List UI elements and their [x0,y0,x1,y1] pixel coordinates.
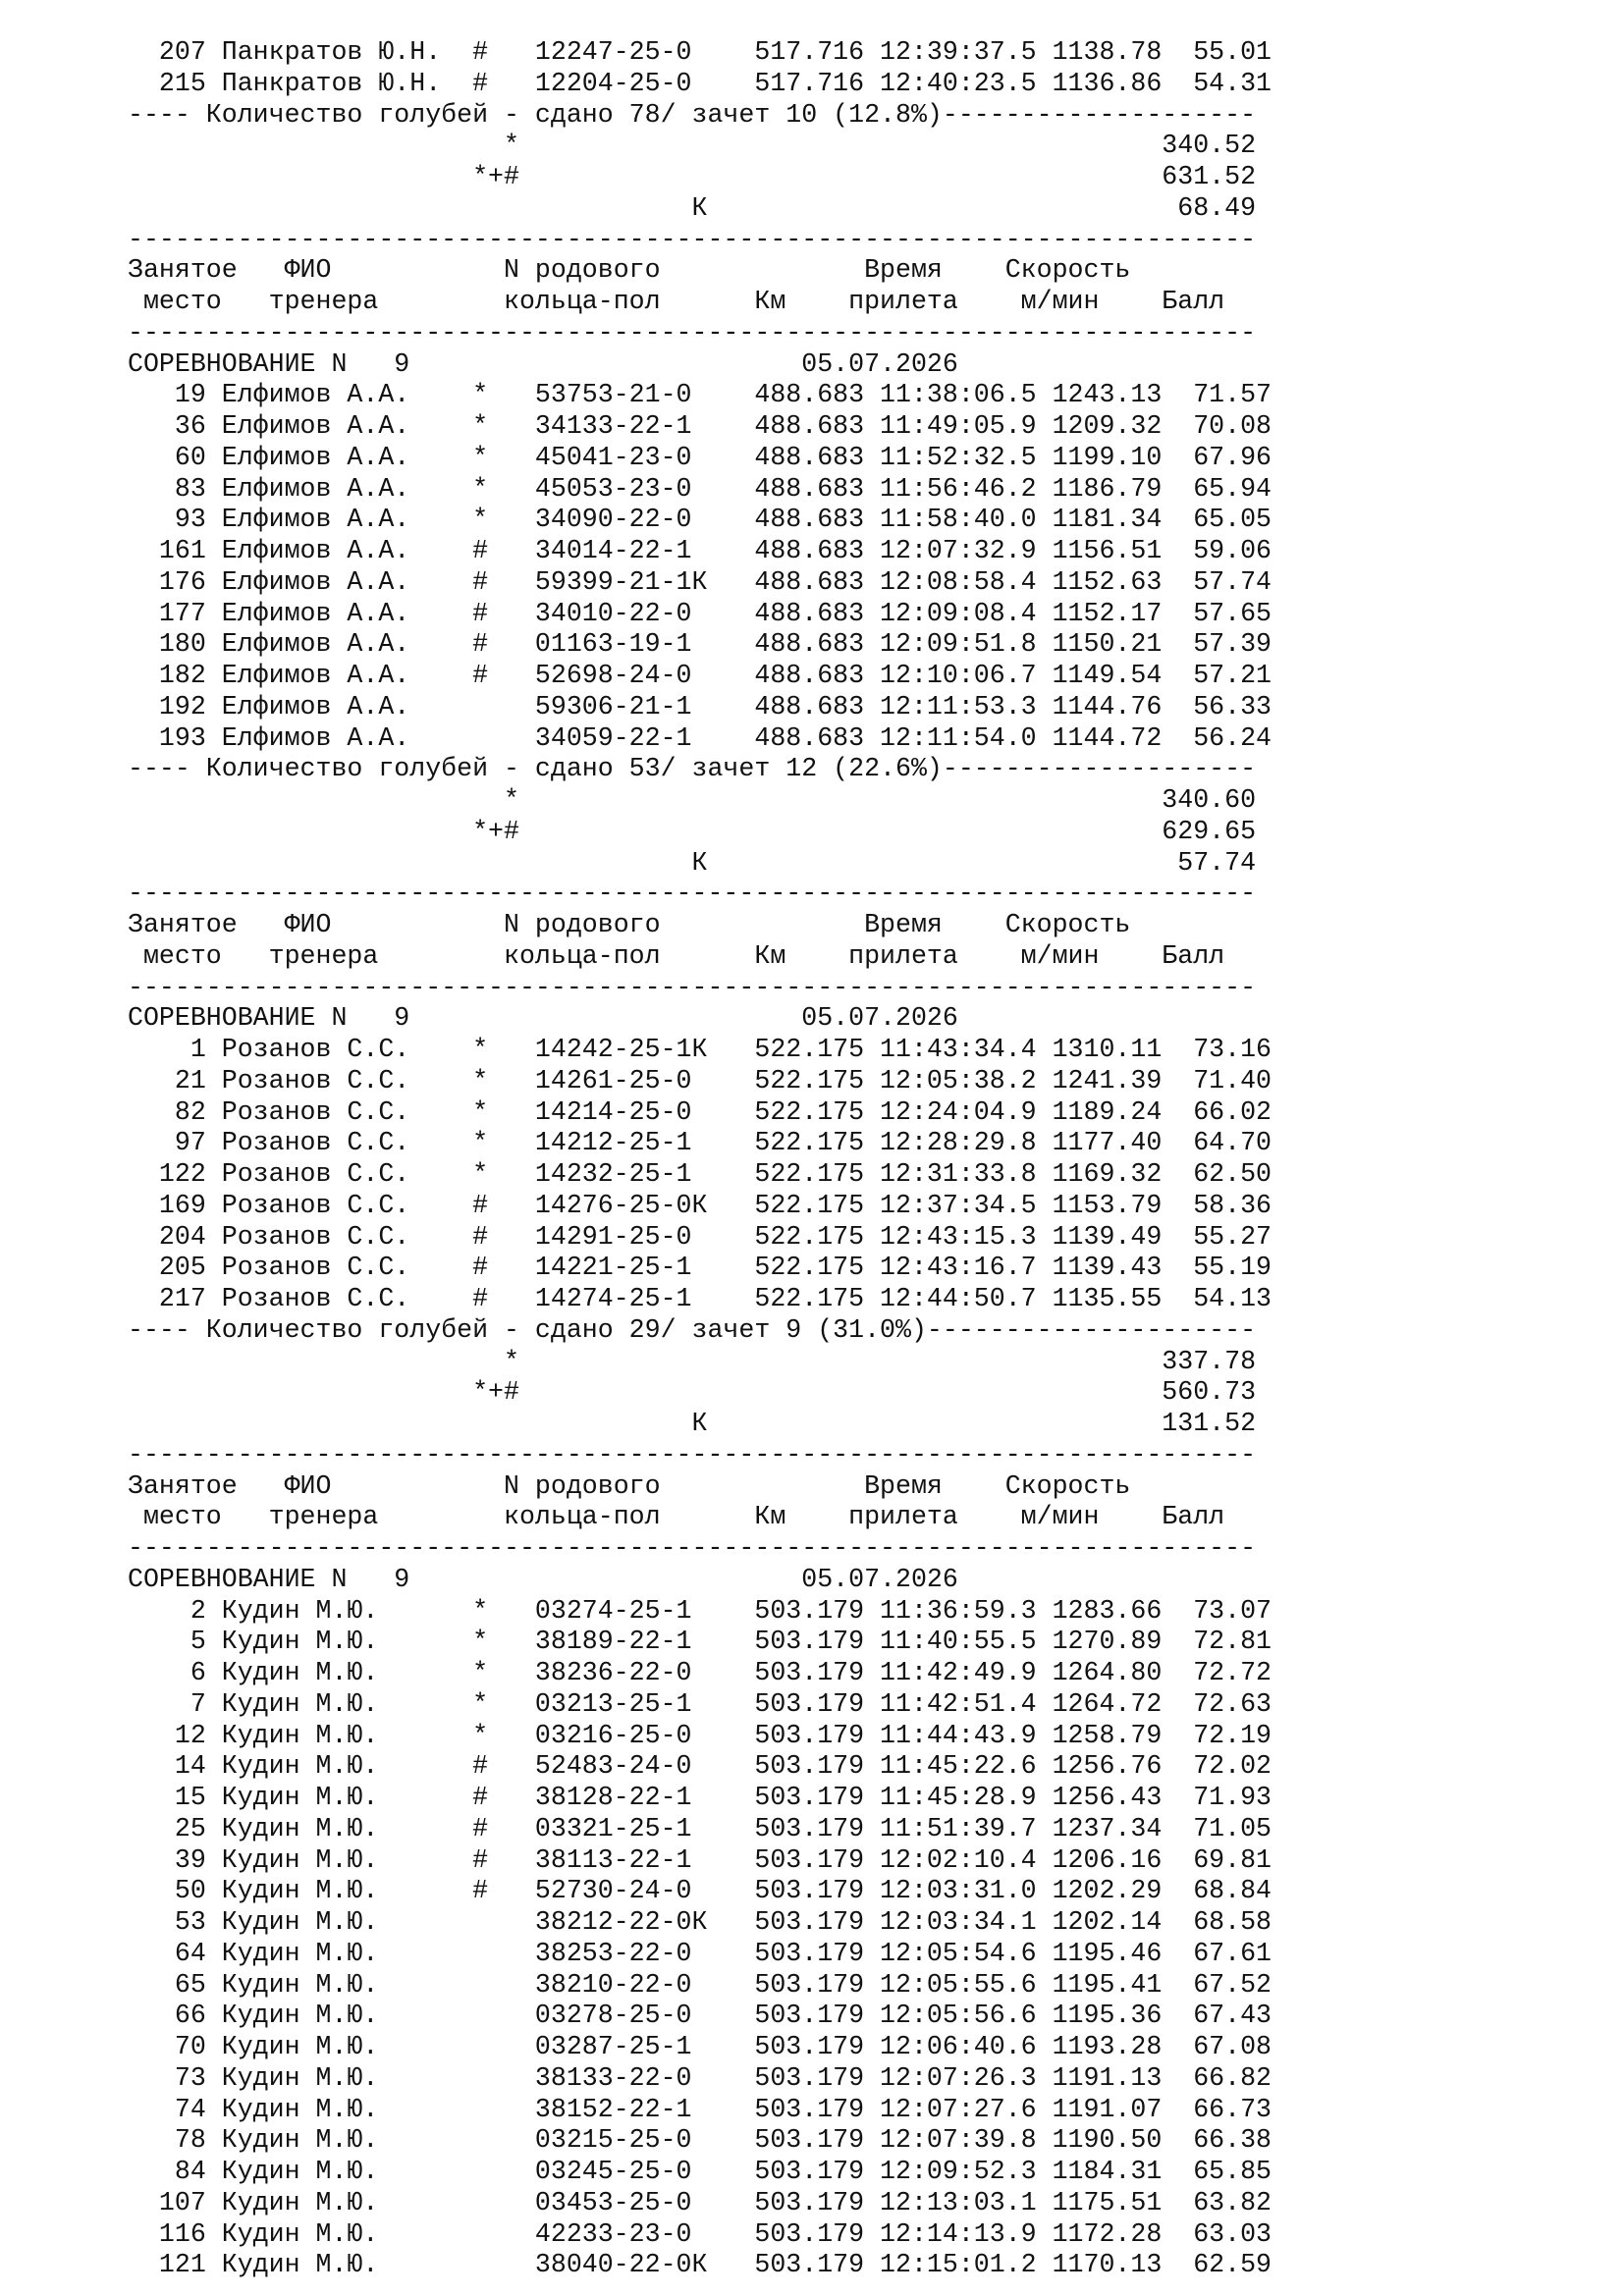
result-row: 83 Елфимов А.А. * 45053-23-0 488.683 11:56:46.2 1186.79 65.94 [128,473,1272,504]
result-row: 207 Панкратов Ю.Н. # 12247-25-0 517.716 12:39:37.5 1138.78 55.01 [128,37,1272,67]
result-row: 2 Кудин М.Ю. * 03274-25-1 503.179 11:36:59.3 1283.66 73.07 [128,1595,1272,1626]
result-row: 12 Кудин М.Ю. * 03216-25-0 503.179 11:44:43.9 1258.79 72.19 [128,1720,1272,1750]
result-row: 6 Кудин М.Ю. * 38236-22-0 503.179 11:42:49.9 1264.80 72.72 [128,1658,1272,1687]
result-row: 73 Кудин М.Ю. 38133-22-0 503.179 12:07:26.3 1191.13 66.82 [128,2062,1272,2093]
result-row: 116 Кудин М.Ю. 42233-23-0 503.179 12:14:13.9 1172.28 63.03 [128,2218,1272,2249]
subtotal-line: К 131.52 [128,1409,1257,1438]
column-header: место тренера кольца-пол Км прилета м/мин Балл [128,1502,1225,1532]
result-row: 78 Кудин М.Ю. 03215-25-0 503.179 12:07:39.8 1190.50 66.38 [128,2125,1272,2156]
result-row: 192 Елфимов А.А. 59306-21-1 488.683 12:11:53.3 1144.76 56.33 [128,691,1272,721]
column-header: место тренера кольца-пол Км прилета м/мин Балл [128,287,1225,316]
column-header: Занятое ФИО N родового Время Скорость [128,1470,1131,1501]
result-row: 193 Елфимов А.А. 34059-22-1 488.683 12:11:54.0 1144.72 56.24 [128,722,1272,753]
separator-line: ------------------------------------------------------------------------ [128,317,1257,347]
column-header: место тренера кольца-пол Км прилета м/мин Балл [128,940,1225,971]
column-header: Занятое ФИО N родового Время Скорость [128,910,1131,939]
result-row: 15 Кудин М.Ю. # 38128-22-1 503.179 11:45:28.9 1256.43 71.93 [128,1783,1272,1812]
result-row: 53 Кудин М.Ю. 38212-22-0К 503.179 12:03:34.1 1202.14 68.58 [128,1907,1272,1937]
subtotal-line: *+# 629.65 [128,816,1257,846]
result-row: 64 Кудин М.Ю. 38253-22-0 503.179 12:05:54.6 1195.46 67.61 [128,1938,1272,1968]
separator-line: ------------------------------------------------------------------------ [128,972,1257,1002]
subtotal-line: *+# 560.73 [128,1377,1257,1408]
result-row: 93 Елфимов А.А. * 34090-22-0 488.683 11:58:40.0 1181.34 65.05 [128,505,1272,535]
result-row: 5 Кудин М.Ю. * 38189-22-1 503.179 11:40:55.5 1270.89 72.81 [128,1627,1272,1657]
result-row: 169 Розанов С.С. # 14276-25-0К 522.175 12:37:34.5 1153.79 58.36 [128,1190,1272,1220]
subtotal-line: К 68.49 [128,192,1257,223]
summary-line: ---- Количество голубей - сдано 78/ зачет 10 (12.8%)-------------------- [128,99,1257,130]
separator-line: ------------------------------------------------------------------------ [128,224,1257,254]
result-row: 176 Елфимов А.А. # 59399-21-1К 488.683 12:08:58.4 1152.63 57.74 [128,566,1272,597]
result-row: 7 Кудин М.Ю. * 03213-25-1 503.179 11:42:51.4 1264.72 72.63 [128,1688,1272,1719]
result-row: 180 Елфимов А.А. # 01163-19-1 488.683 12:09:51.8 1150.21 57.39 [128,629,1272,660]
result-row: 66 Кудин М.Ю. 03278-25-0 503.179 12:05:56.6 1195.36 67.43 [128,2001,1272,2031]
result-row: 205 Розанов С.С. # 14221-25-1 522.175 12:43:16.7 1139.43 55.19 [128,1253,1272,1283]
subtotal-line: * 340.52 [128,131,1257,161]
result-row: 122 Розанов С.С. * 14232-25-1 522.175 12:31:33.8 1169.32 62.50 [128,1159,1272,1189]
subtotal-line: * 340.60 [128,785,1257,815]
result-row: 84 Кудин М.Ю. 03245-25-0 503.179 12:09:52.3 1184.31 65.85 [128,2157,1272,2186]
result-row: 39 Кудин М.Ю. # 38113-22-1 503.179 12:02:10.4 1206.16 69.81 [128,1844,1272,1875]
result-row: 121 Кудин М.Ю. 38040-22-0К 503.179 12:15:01.2 1170.13 62.59 [128,2250,1272,2280]
competition-header: СОРЕВНОВАНИЕ N 9 05.07.2026 [128,1003,958,1034]
competition-header: СОРЕВНОВАНИЕ N 9 05.07.2026 [128,1564,958,1594]
result-row: 25 Кудин М.Ю. # 03321-25-1 503.179 11:51:39.7 1237.34 71.05 [128,1813,1272,1843]
competition-header: СОРЕВНОВАНИЕ N 9 05.07.2026 [128,348,958,379]
result-row: 204 Розанов С.С. # 14291-25-0 522.175 12:43:15.3 1139.49 55.27 [128,1221,1272,1252]
column-header: Занятое ФИО N родового Время Скорость [128,255,1131,286]
result-row: 107 Кудин М.Ю. 03453-25-0 503.179 12:13:03.1 1175.51 63.82 [128,2187,1272,2217]
result-row: 36 Елфимов А.А. * 34133-22-1 488.683 11:49:05.9 1209.32 70.08 [128,411,1272,441]
result-row: 14 Кудин М.Ю. # 52483-24-0 503.179 11:45:22.6 1256.76 72.02 [128,1751,1272,1782]
result-row: 161 Елфимов А.А. # 34014-22-1 488.683 12:07:32.9 1156.51 59.06 [128,536,1272,565]
result-row: 50 Кудин М.Ю. # 52730-24-0 503.179 12:03:31.0 1202.29 68.84 [128,1876,1272,1906]
subtotal-line: К 57.74 [128,847,1257,878]
result-row: 19 Елфимов А.А. * 53753-21-0 488.683 11:38:06.5 1243.13 71.57 [128,380,1272,410]
subtotal-line: *+# 631.52 [128,162,1257,191]
summary-line: ---- Количество голубей - сдано 53/ зачет 12 (22.6%)-------------------- [128,754,1257,784]
result-row: 74 Кудин М.Ю. 38152-22-1 503.179 12:07:27.6 1191.07 66.73 [128,2094,1272,2124]
summary-line: ---- Количество голубей - сдано 29/ зачет 9 (31.0%)--------------------- [128,1314,1257,1345]
result-row: 217 Розанов С.С. # 14274-25-1 522.175 12:44:50.7 1135.55 54.13 [128,1284,1272,1313]
results-printout [128,37,1272,2281]
result-row: 1 Розанов С.С. * 14242-25-1К 522.175 11:43:34.4 1310.11 73.16 [128,1035,1272,1064]
result-row: 182 Елфимов А.А. # 52698-24-0 488.683 12:10:06.7 1149.54 57.21 [128,661,1272,690]
result-row: 60 Елфимов А.А. * 45041-23-0 488.683 11:52:32.5 1199.10 67.96 [128,442,1272,472]
result-row: 65 Кудин М.Ю. 38210-22-0 503.179 12:05:55.6 1195.41 67.52 [128,1969,1272,2000]
result-row: 215 Панкратов Ю.Н. # 12204-25-0 517.716 12:40:23.5 1136.86 54.31 [128,68,1272,98]
separator-line: ------------------------------------------------------------------------ [128,1439,1257,1469]
result-row: 177 Елфимов А.А. # 34010-22-0 488.683 12:09:08.4 1152.17 57.65 [128,598,1272,628]
result-row: 21 Розанов С.С. * 14261-25-0 522.175 12:05:38.2 1241.39 71.40 [128,1065,1272,1095]
subtotal-line: * 337.78 [128,1346,1257,1376]
separator-line: ------------------------------------------------------------------------ [128,879,1257,909]
separator-line: ------------------------------------------------------------------------ [128,1533,1257,1563]
result-row: 97 Розанов С.С. * 14212-25-1 522.175 12:28:29.8 1177.40 64.70 [128,1128,1272,1158]
result-row: 82 Розанов С.С. * 14214-25-0 522.175 12:24:04.9 1189.24 66.02 [128,1096,1272,1127]
result-row: 70 Кудин М.Ю. 03287-25-1 503.179 12:06:40.6 1193.28 67.08 [128,2032,1272,2061]
